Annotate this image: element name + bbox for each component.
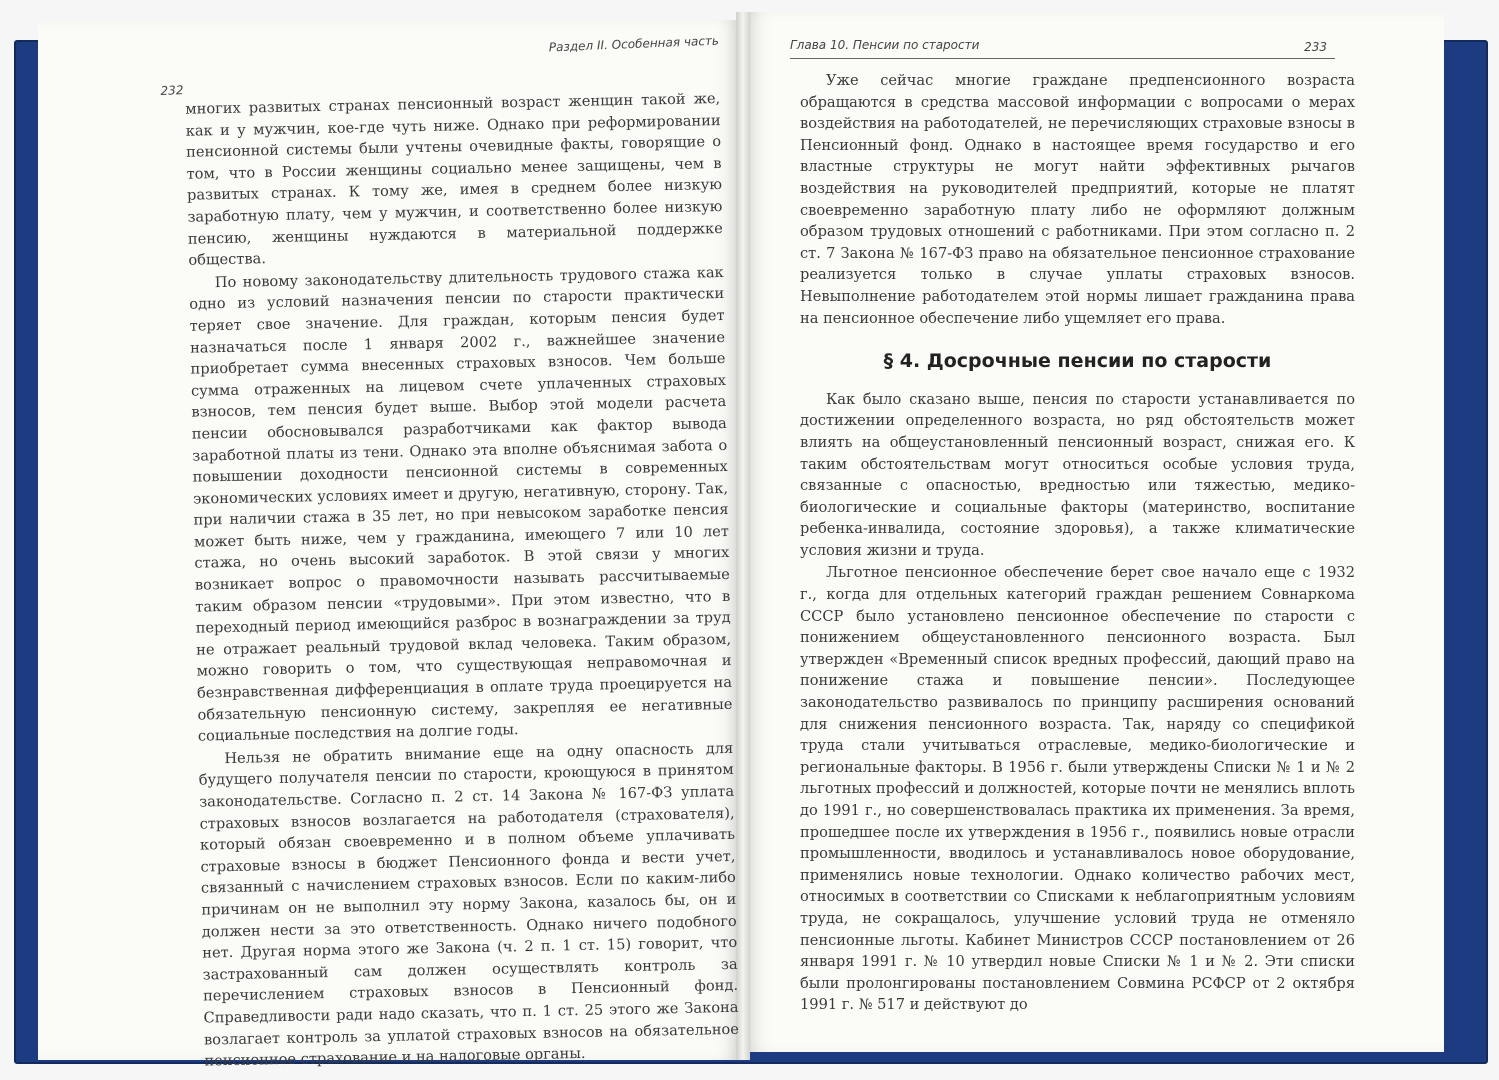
left-page-number: 232 [160, 83, 184, 98]
paragraph: Как было сказано выше, пенсия по старости устанавливается по достижении определенного возраста, но ряд обстоятельств может влиять на общеустановленный пенсионный возраст, снижая его. К таким обстоятельствам могут относиться особые условия труда, связанные с опасностью, вредностью или тяжестью, медико-биологические и социальные факторы (материнство, воспитание ребенка-инвалида, состояние здоровья), а также климатические условия жизни и труда. [800, 390, 1355, 559]
left-page-text [185, 88, 739, 1072]
right-page-header [790, 38, 1335, 68]
header-rule [790, 58, 1335, 59]
left-running-title: Раздел II. Особенная часть [548, 33, 720, 55]
right-running-title: Глава 10. Пенсии по старости [790, 38, 980, 52]
section-heading: § 4. Досрочные пенсии по старости [883, 350, 1272, 373]
paragraph: Нельзя не обратить внимание еще на одну опасность для будущего получателя пенсии по старости, кроющуюся в принятом законодательстве. Согласно п. 2 ст. 14 Закона № 167-ФЗ уплата страховых взносов возлагается на работодателя (страхователя), который обязан своевременно и в полном объеме уплачивать страховые взносы в бюджет Пенсионного фонда и вести учет, связанный с начислением страховых взносов. Если по каким-либо причинам он не выполнил эту норму Закона, казалось бы, он и должен нести за это ответственность. Однако ничего подобного нет. Другая норма этого же Закона (ч. 2 п. 1 ст. 15) говорит, что застрахованный сам должен осуществлять контроль за перечислением страховых взносов в Пенсионный фонд. Справедливости ради надо сказать, что п. 1 ст. 25 этого же Закона возлагает контроль за уплатой страховых взносов на обязательное пенсионное страхование и на налоговые органы. [198, 739, 740, 1070]
paragraph: многих развитых странах пенсионный возраст женщин такой же, как и у мужчин, кое-где чуть ниже. Однако при реформировании пенсионной системы были учтены очевидные факты, говорящие о том, что в России женщины социально менее защищены, чем в развитых странах. К тому же, имея в среднем более низкую заработную плату, чем у мужчин, и соответственно более низкую пенсию, женщины нуждаются в материальной поддержке общества. [185, 89, 723, 269]
paragraph: По новому законодательству длительность трудового стажа как одно из условий назначения пенсии по старости практически теряет свое значение. Для граждан, которым пенсия будет назначаться после 1 января 2002 г., важнейшее значение приобретает сумма внесенных страховых взносов. Чем больше сумма отраженных на лицевом счете уплаченных страховых взносов, тем пенсия будет выше. Выбор этой модели расчета пенсии обосновывался разработчиками как фактор вывода заработной платы из тени. Однако эта вполне объяснимая забота о повышении доходности пенсионной системы в современных экономических условиях имеет и другую, негативную, сторону. Так, при наличии стажа в 35 лет, но при невысоком заработке пенсия может быть ниже, чем у гражданина, имеющего 7 или 10 лет стажа, но очень высокий заработок. В этой связи у многих возникает вопрос о правомочности называть рассчитываемые таким образом пенсии «трудовыми». При этом известно, что в переходный период имеющийся разброс в вознаграждении за труд не отражает реальный трудовой вклад человека. Таким образом, можно говорить о том, что существующая неправомочная и безнравственная дифференциация в оплате труда проецируется на обязательную пенсионную систему, закрепляя ее негативные социальные последствия на долгие годы. [189, 263, 733, 745]
right-page-text [800, 70, 1355, 1016]
book-gutter [736, 12, 750, 1060]
paragraph: Льготное пенсионное обеспечение берет свое начало еще с 1932 г., когда для отдельных категорий граждан решением Совнаркома СССР было установлено пенсионное обеспечение по старости с понижением общеустановленного пенсионного возраста. Был утвержден «Временный список вредных профессий, дающий право на понижение стажа и повышение пенсии». Последующее законодательство развивалось по принципу расширения оснований для снижения пенсионного возраста. Так, наряду со спецификой труда стали учитываться отраслевые, медико-биологические и региональные факторы. В 1956 г. были утверждены Списки № 1 и № 2 льготных профессий и должностей, которые почти не менялись вплоть до 1991 г., но совершенствовалась практика их применения. За время, прошедшее после их утверждения в 1956 г., появились новые отрасли промышленности, вводилось и устанавливалось новое оборудование, применялись новые технологии. Однако количество рабочих мест, относимых в соответствии со Списками к неблагоприятным условиям труда, не сокращалось, улучшение условий труда не отменяло пенсионные льготы. Кабинет Министров СССР постановлением от 26 января 1991 г. № 10 утвердил новые Списки № 1 и № 2. Эти списки были пролонгированы постановлением Совмина РСФСР от 2 октября 1991 г. № 517 и действуют до [800, 564, 1355, 1014]
paragraph: Уже сейчас многие граждане предпенсионного возраста обращаются в средства массовой информации с вопросами о мерах воздействия на работодателей, не перечисляющих страховые взносы в Пенсионный фонд. Однако в настоящее время государство и его властные структуры не могут найти эффективных рычагов воздействия на руководителей предприятий, которые не платят своевременно заработную плату либо не оформляют должным образом трудовых отношений с работниками. При этом согласно п. 2 ст. 7 Закона № 167-ФЗ право на обязательное пенсионное страхование реализуется только в случае уплаты страховых взносов. Невыполнение работодателем этой нормы лишает гражданина права на пенсионное обеспечение либо ущемляет его права. [800, 72, 1355, 327]
right-page-number: 233 [1304, 40, 1327, 54]
